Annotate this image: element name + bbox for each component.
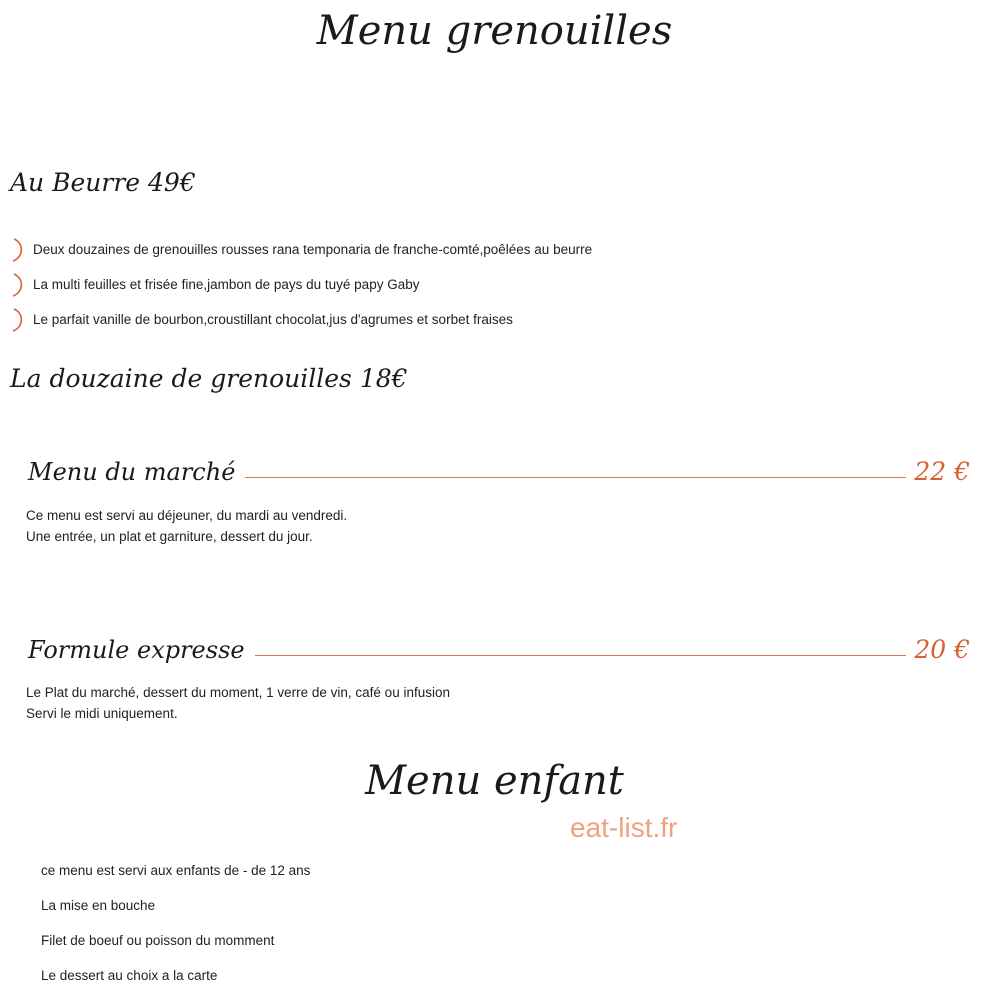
page-title: Menu grenouilles bbox=[316, 8, 673, 54]
description-line: Ce menu est servi au déjeuner, du mardi au vendredi. bbox=[26, 508, 348, 523]
list-item bbox=[10, 302, 592, 337]
description-line: Une entrée, un plat et garniture, dessert du jour. bbox=[26, 529, 313, 544]
list-item-text: Le parfait vanille de bourbon,croustillant chocolat,jus d'agrumes et sorbet fraises bbox=[33, 312, 513, 327]
list-item: Le dessert au choix a la carte bbox=[41, 968, 218, 983]
dotted-leader bbox=[255, 655, 907, 656]
list-item bbox=[10, 232, 592, 267]
list-item: Filet de boeuf ou poisson du momment bbox=[41, 933, 275, 948]
section-title-douzaine: La douzaine de grenouilles 18€ bbox=[10, 364, 408, 393]
menu-price: 22 € bbox=[914, 457, 970, 486]
list-item: La mise en bouche bbox=[41, 898, 156, 913]
description-line: Le Plat du marché, dessert du moment, 1 verre de vin, café ou infusion bbox=[26, 685, 450, 700]
menu-price: 20 € bbox=[914, 635, 970, 664]
formule-expresse-row bbox=[28, 624, 970, 664]
menu-name: Menu du marché bbox=[28, 458, 236, 486]
menu-name: Formule expresse bbox=[28, 636, 245, 664]
menu-du-marche-description bbox=[26, 505, 347, 547]
section-title-au-beurre: Au Beurre 49€ bbox=[10, 168, 196, 197]
au-beurre-list bbox=[10, 232, 592, 337]
swirl-bullet-icon bbox=[10, 237, 28, 263]
menu-enfant-title: Menu enfant bbox=[365, 758, 624, 804]
menu-du-marche-row bbox=[28, 446, 970, 486]
list-item-text: Deux douzaines de grenouilles rousses rana temponaria de franche-comté,poêlées au beurre bbox=[33, 242, 593, 257]
dotted-leader bbox=[245, 477, 906, 478]
menu-enfant-list bbox=[41, 858, 310, 998]
list-item-text: La multi feuilles et frisée fine,jambon de pays du tuyé papy Gaby bbox=[33, 277, 420, 292]
watermark: eat-list.fr bbox=[570, 812, 678, 843]
list-item: ce menu est servi aux enfants de - de 12 ans bbox=[41, 863, 311, 878]
description-line: Servi le midi uniquement. bbox=[26, 706, 178, 721]
list-item bbox=[10, 267, 592, 302]
swirl-bullet-icon bbox=[10, 272, 28, 298]
swirl-bullet-icon bbox=[10, 307, 28, 333]
formule-expresse-description bbox=[26, 682, 450, 724]
